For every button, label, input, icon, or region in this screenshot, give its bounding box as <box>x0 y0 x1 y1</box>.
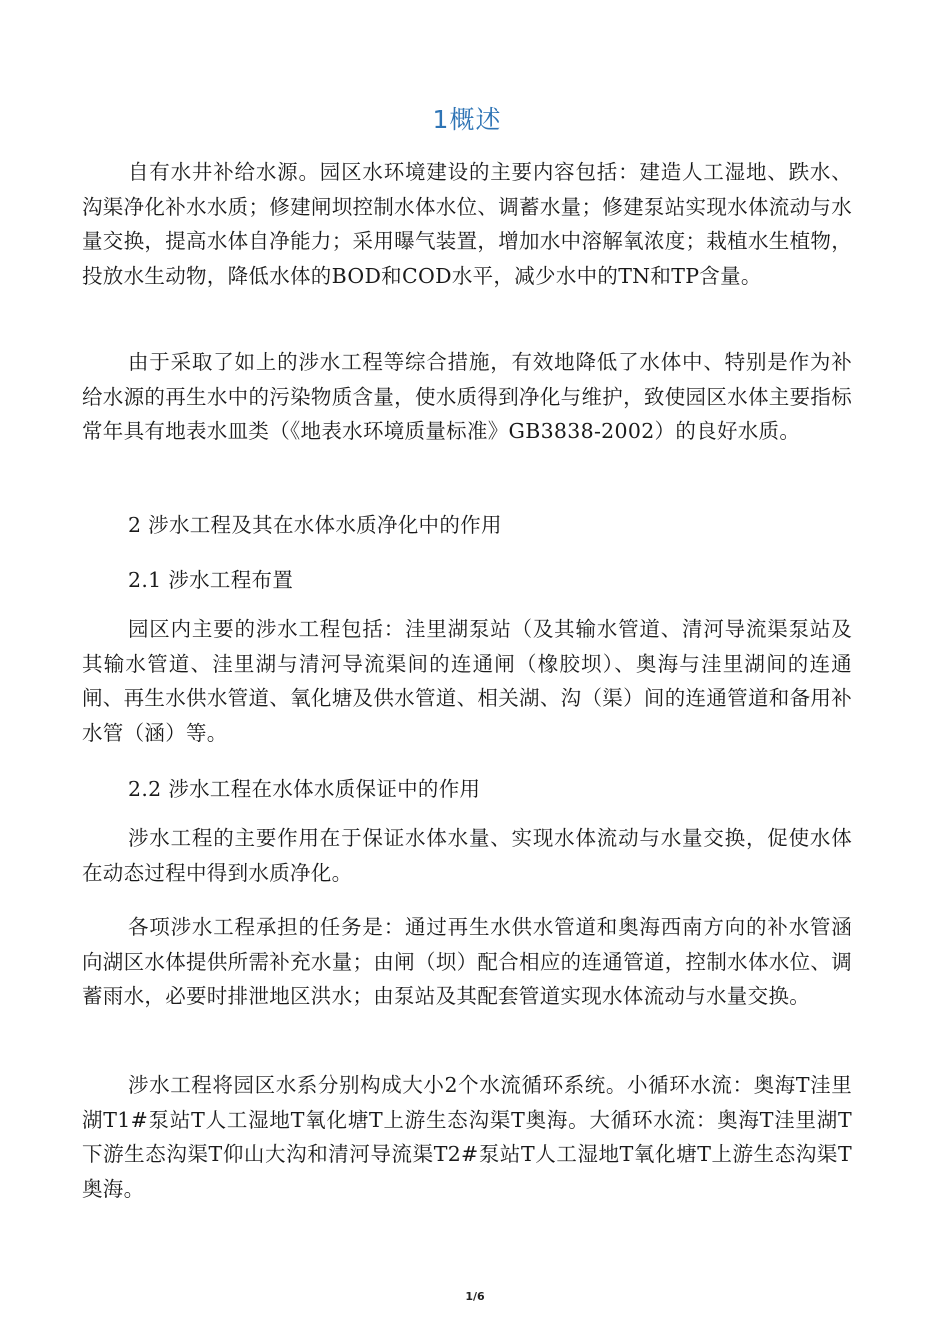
page-number: 1/6 <box>465 1290 485 1303</box>
paragraph-layout: 园区内主要的涉水工程包括：洼里湖泵站（及其输水管道、清河导流渠泵站及其输水管道、洼里湖与清河导流渠间的连通闸（橡胶坝）、奥海与洼里湖间的连通闸、再生水供水管道、氧化塘及供水管道、相关湖、沟（渠）间的连通管道和备用补水管（涵）等。 <box>82 617 852 745</box>
section-heading-2-2: 2.2 涉水工程在水体水质保证中的作用 <box>128 777 481 801</box>
paragraph-role: 涉水工程的主要作用在于保证水体水量、实现水体流动与水量交换，促使水体在动态过程中得到水质净化。 <box>82 826 852 885</box>
paragraph-circulation: 涉水工程将园区水系分别构成大小2个水流循环系统。小循环水流：奥海T洼里湖T1#泵站T人工湿地T氧化塘T上游生态沟渠T奥海。大循环水流：奥海T洼里湖T下游生态沟渠T仰山大沟和清河导流渠T2#泵站T人工湿地T氧化塘T上游生态沟渠T奥海。 <box>82 1073 852 1201</box>
section-heading-2: 2 涉水工程及其在水体水质净化中的作用 <box>128 513 502 537</box>
paragraph-measures: 由于采取了如上的涉水工程等综合措施，有效地降低了水体中、特别是作为补给水源的再生水中的污染物质含量，使水质得到净化与维护，致使园区水体主要指标常年具有地表水皿类（《地表水环境质量标准》GB3838-2002）的良好水质。 <box>82 350 852 444</box>
paragraph-tasks: 各项涉水工程承担的任务是：通过再生水供水管道和奥海西南方向的补水管涵向湖区水体提供所需补充水量；由闸（坝）配合相应的连通管道，控制水体水位、调蓄雨水，必要时排泄地区洪水；由泵站及其配套管道实现水体流动与水量交换。 <box>82 915 852 1009</box>
page-title: 1概述 <box>432 105 502 134</box>
section-heading-2-1: 2.1 涉水工程布置 <box>128 568 294 592</box>
paragraph-overview: 自有水井补给水源。园区水环境建设的主要内容包括：建造人工湿地、跌水、沟渠净化补水水质；修建闸坝控制水体水位、调蓄水量；修建泵站实现水体流动与水量交换，提高水体自净能力；采用曝气装置，增加水中溶解氧浓度；栽植水生植物，投放水生动物，降低水体的BOD和COD水平，减少水中的TN和TP含量。 <box>82 160 852 288</box>
